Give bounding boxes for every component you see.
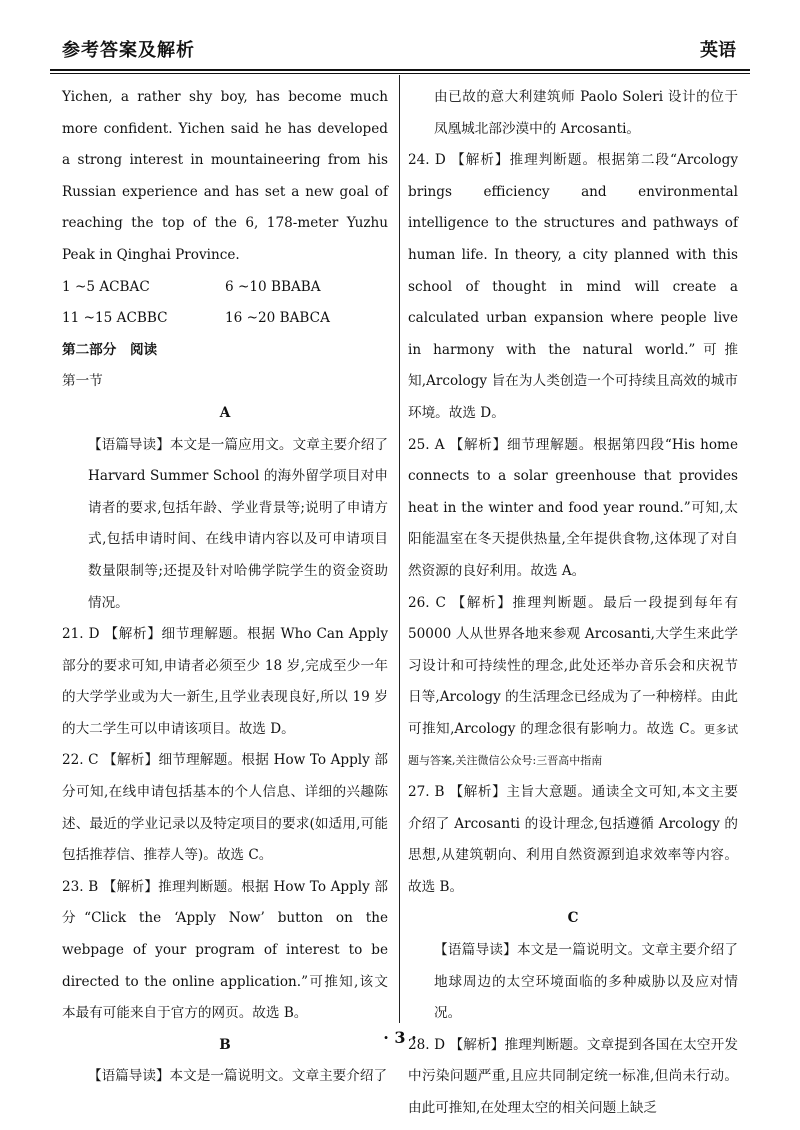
- guide-b-continued: 由已故的意大利建筑师 Paolo Soleri 设计的位于凤凰城北部沙漠中的 Arcosanti。: [434, 89, 738, 137]
- passage-a-heading: A: [219, 404, 231, 421]
- answer-27: 27. B 【解析】主旨大意题。通读全文可知,本文主要介绍了 Arcosanti 的设计理念,包括遵循 Arcology 的思想,从建筑朝向、利用自然资源到追求效率等内容。故选 B。: [408, 784, 738, 895]
- part-two-heading: 第二部分 阅读: [62, 341, 158, 358]
- header-rule-thin: [50, 73, 750, 74]
- header-rule: [50, 69, 750, 71]
- guide-c: 【语篇导读】本文是一篇说明文。文章主要介绍了地球周边的太空环境面临的多种威胁以及应对情况。: [434, 942, 738, 1022]
- answer-21: 21. D 【解析】细节理解题。根据 Who Can Apply 部分的要求可知,申请者必须至少 18 岁,完成至少一年的大学学业或为大一新生,且学业表现良好,所以 19 岁的大二学生可以申请该项目。故选 D。: [62, 626, 388, 737]
- answer-6-10: 6 ~10 BBABA: [225, 278, 321, 295]
- guide-a: 【语篇导读】本文是一篇应用文。文章主要介绍了Harvard Summer School 的海外留学项目对申请者的要求,包括年龄、学业背景等;说明了申请方式,包括申请时间、在线申请内容以及可申请项目数量限制等;还提及针对哈佛学院学生的资金资助情况。: [88, 436, 388, 611]
- answer-16-20: 16 ~20 BABCA: [225, 310, 330, 327]
- answer-1-5: 1 ~5 ACBAC: [62, 278, 150, 295]
- right-column: [408, 82, 738, 1125]
- section-one-heading: 第一节: [62, 373, 103, 390]
- answer-22: 22. C 【解析】细节理解题。根据 How To Apply 部分可知,在线申请包括基本的个人信息、详细的兴趣陈述、最近的学业记录以及特定项目的要求(如适用,可能包括推荐信、推荐人等)。故选 C。: [62, 752, 388, 864]
- header-subject: 英语: [700, 40, 736, 61]
- page-header: [50, 30, 750, 60]
- left-column: [62, 82, 388, 1093]
- answer-26: [408, 588, 738, 778]
- column-divider: [399, 75, 400, 1023]
- page-number: · 3 ·: [383, 1028, 417, 1047]
- passage-c-heading: C: [567, 910, 579, 927]
- answer-24: 24. D 【解析】推理判断题。根据第二段“Arcology brings efficiency and environmental intelligence to the structures and pathways of human life. In theory, a city planned with this school of thought in mind will create a calculated urban expansion where people live in harmony with the natural world.”可推知,Arcology 旨在为人类创造一个可持续且高效的城市环境。故选 D。: [408, 152, 738, 421]
- answer-26-text: 26. C 【解析】推理判断题。最后一段提到每年有 50000 人从世界各地来参观 Arcosanti,大学生来此学习设计和可持续性的理念,此处还举办音乐会和庆祝节日等,Arcology 的生活理念已经成为了一种榜样。由此可推知,Arcology 的理念很有影响力。故选 C。: [408, 594, 738, 737]
- answer-row: [62, 272, 388, 304]
- answer-row: [62, 303, 388, 335]
- answer-11-15: 11 ~15 ACBBC: [62, 310, 168, 327]
- promo-note: 更多试题与答案,关注微信公众号:三晋高中指南: [408, 722, 739, 768]
- header-title: 参考答案及解析: [62, 40, 195, 61]
- guide-b: 【语篇导读】本文是一篇说明文。文章主要介绍了: [88, 1068, 388, 1085]
- answer-23: 23. B 【解析】推理判断题。根据 How To Apply 部分“Click the ‘Apply Now’ button on the webpage of your program of interest to be directed to the online application.”可推知,该文本最有可能来自于官方的网页。故选 B。: [62, 878, 388, 1022]
- answer-28: 28. D 【解析】推理判断题。文章提到各国在太空开发中污染问题严重,且应共同制定统一标准,但尚未行动。由此可推知,在处理太空的相关问题上缺乏: [408, 1036, 738, 1116]
- passage-text: Yichen, a rather shy boy, has become much more confident. Yichen said he has developed a strong interest in mountaineering from his Russian experience and has set a new goal of reaching the top of the 6, 178-meter Yuzhu Peak in Qinghai Province.: [62, 89, 388, 263]
- answer-25: 25. A 【解析】细节理解题。根据第四段“His home connects to a solar greenhouse that provides heat in the winter and food year round.”可知,太阳能温室在冬天提供热量,全年提供食物,这体现了对自然资源的良好利用。故选 A。: [408, 436, 738, 579]
- passage-b-heading: B: [219, 1036, 231, 1053]
